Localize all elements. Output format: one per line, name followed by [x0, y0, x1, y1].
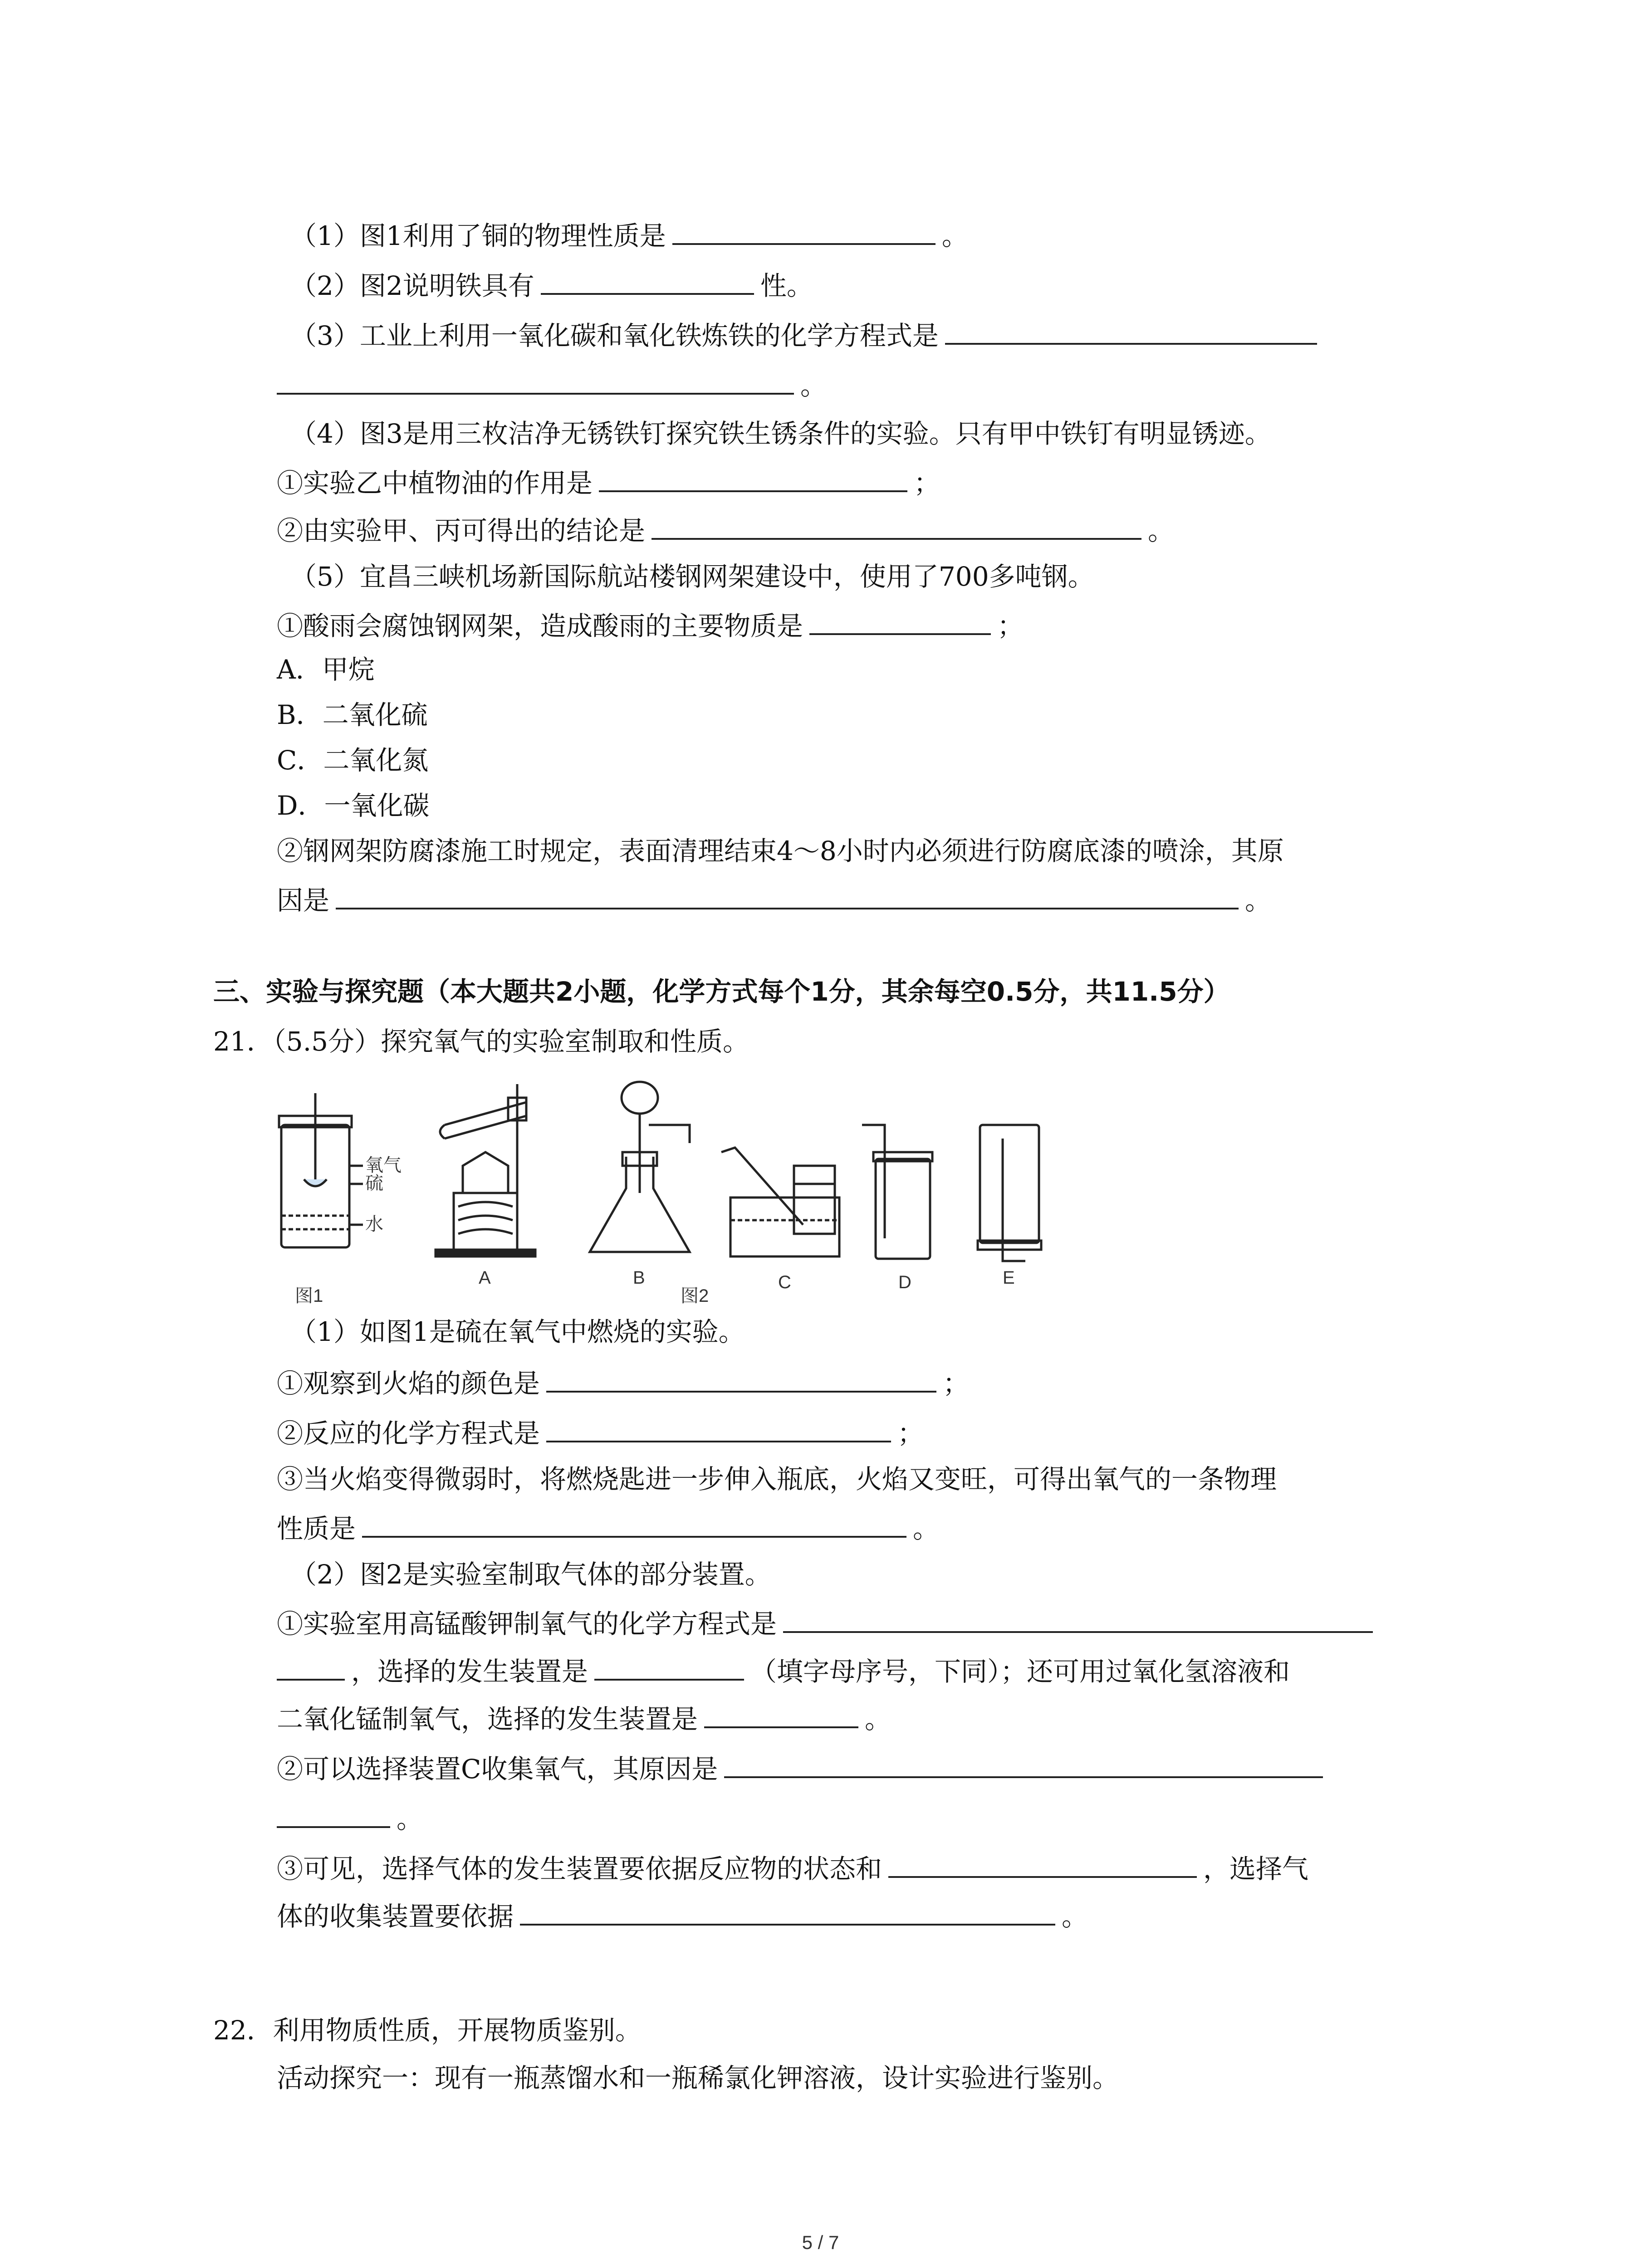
answer-blank[interactable]	[541, 268, 754, 295]
apparatus-b	[590, 1082, 690, 1252]
apparatus-a	[436, 1084, 535, 1256]
answer-blank[interactable]	[945, 318, 1317, 345]
fig1-caption: 图1	[295, 1286, 323, 1306]
answer-blank[interactable]	[336, 882, 1239, 909]
section-heading: 三、实验与探究题（本大题共2小题，化学方式每个1分，其余每空0.5分，共11.5分）	[213, 976, 1230, 1007]
question-line: 性质是 。	[277, 1510, 939, 1545]
question-line: ①实验室用高锰酸钾制氧气的化学方程式是	[277, 1606, 1379, 1640]
question-line: 。	[277, 1801, 423, 1835]
apparatus-figure	[272, 1075, 1089, 1311]
label-sulfur: 硫	[365, 1173, 383, 1193]
question-line: ③可见，选择气体的发生装置要依据反应物的状态和 ，选择气	[277, 1851, 1308, 1885]
fig1-gas-jar	[279, 1093, 363, 1247]
question-line: 因是 。	[277, 882, 1271, 917]
answer-blank[interactable]	[704, 1701, 858, 1728]
question-line: ①实验乙中植物油的作用是 ；	[277, 465, 940, 499]
label-c: C	[778, 1272, 791, 1292]
question-line: 活动探究一：现有一瓶蒸馏水和一瓶稀氯化钾溶液，设计实验进行鉴别。	[277, 2063, 1119, 2093]
option-c[interactable]: C．二氧化氮	[277, 745, 429, 776]
label-oxygen: 氧气	[365, 1155, 402, 1175]
answer-blank[interactable]	[277, 1653, 345, 1681]
answer-blank[interactable]	[362, 1510, 906, 1538]
answer-blank[interactable]	[520, 1898, 1055, 1926]
question-line: ，选择的发生装置是 （填字母序号，下同）；还可用过氧化氢溶液和	[277, 1653, 1290, 1688]
answer-blank[interactable]	[546, 1415, 891, 1442]
question-line: （4）图3是用三枚洁净无锈铁钉探究铁生锈条件的实验。只有甲中铁钉有明显锈迹。	[290, 418, 1271, 449]
label-water: 水	[365, 1214, 383, 1234]
option-b[interactable]: B．二氧化硫	[277, 699, 428, 730]
label-d: D	[898, 1272, 911, 1292]
question-line: ②钢网架防腐漆施工时规定，表面清理结束4～8小时内必须进行防腐底漆的喷涂，其原	[277, 836, 1284, 866]
question-line: （5）宜昌三峡机场新国际航站楼钢网架建设中，使用了700多吨钢。	[290, 561, 1094, 592]
question-line: （1）如图1是硫在氧气中燃烧的实验。	[290, 1316, 745, 1347]
label-a: A	[479, 1268, 491, 1288]
question-line: （1）图1利用了铜的物理性质是 。	[290, 218, 968, 252]
page-number: 5 / 7	[802, 2232, 839, 2253]
question-line: （3）工业上利用一氧化碳和氧化铁炼铁的化学方程式是	[290, 318, 1323, 352]
answer-blank[interactable]	[783, 1606, 1373, 1633]
question-line: ①酸雨会腐蚀钢网架，造成酸雨的主要物质是 ；	[277, 608, 1024, 642]
apparatus-c	[721, 1148, 839, 1256]
question-line: ②由实验甲、丙可得出的结论是 。	[277, 513, 1174, 547]
question-line: ①观察到火焰的颜色是 ；	[277, 1365, 969, 1400]
answer-blank[interactable]	[594, 1653, 744, 1681]
answer-blank[interactable]	[277, 367, 794, 395]
answer-blank[interactable]	[546, 1365, 936, 1393]
question-line: （2）图2说明铁具有 性。	[290, 268, 813, 302]
question-line: 体的收集装置要依据 。	[277, 1898, 1088, 1933]
label-b: B	[633, 1268, 645, 1288]
question-line: 。	[277, 367, 827, 402]
apparatus-d	[862, 1125, 932, 1259]
answer-blank[interactable]	[599, 465, 907, 492]
fig2-caption: 图2	[681, 1286, 709, 1306]
question-line: 二氧化锰制氧气，选择的发生装置是 。	[277, 1701, 891, 1735]
answer-blank[interactable]	[809, 608, 991, 635]
question-line: （2）图2是实验室制取气体的部分装置。	[290, 1559, 771, 1590]
answer-blank[interactable]	[672, 218, 936, 245]
answer-blank[interactable]	[652, 513, 1141, 540]
option-d[interactable]: D．一氧化碳	[277, 790, 430, 821]
apparatus-e	[978, 1125, 1041, 1261]
answer-blank[interactable]	[888, 1851, 1197, 1878]
option-a[interactable]: A．甲烷	[277, 654, 375, 685]
question-line: ②反应的化学方程式是 ；	[277, 1415, 924, 1450]
answer-blank[interactable]	[277, 1801, 390, 1828]
question-line: ③当火焰变得微弱时，将燃烧匙进一步伸入瓶底，火焰又变旺，可得出氧气的一条物理	[277, 1464, 1277, 1495]
question-title: 22．利用物质性质，开展物质鉴别。	[213, 2015, 642, 2046]
answer-blank[interactable]	[724, 1751, 1323, 1778]
label-e: E	[1003, 1268, 1015, 1288]
question-title: 21．（5.5分）探究氧气的实验室制取和性质。	[213, 1026, 749, 1057]
question-line: ②可以选择装置C收集氧气，其原因是	[277, 1751, 1329, 1785]
